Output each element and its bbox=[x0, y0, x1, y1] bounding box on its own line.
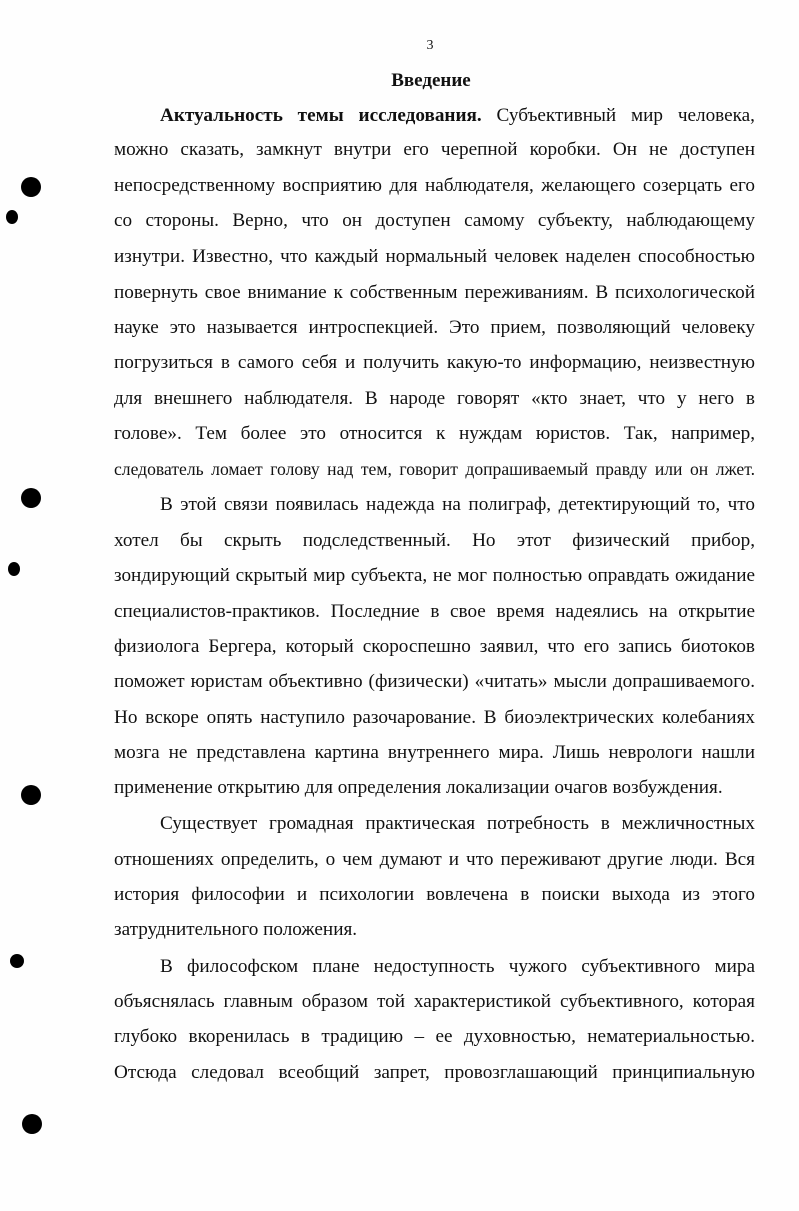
text-line: голове». Тем более это относится к нуждам юристов. Так, например, bbox=[114, 423, 755, 444]
text-line: Но вскоре опять наступило разочарование. В биоэлектрических колебаниях bbox=[114, 707, 755, 728]
section-heading: Введение bbox=[391, 70, 471, 91]
text-line: непосредственному восприятию для наблюдателя, желающего созерцать его bbox=[114, 175, 755, 196]
text-line: физиолога Бергера, который скороспешно заявил, что его запись биотоков bbox=[114, 636, 755, 657]
bold-lead: Актуальность темы исследования. bbox=[160, 105, 482, 126]
text-line: глубоко вкоренилась в традицию – ее духовностью, нематериальностью. bbox=[114, 1026, 755, 1047]
text-line: можно сказать, замкнут внутри его черепной коробки. Он не доступен bbox=[114, 139, 755, 160]
text-line: со стороны. Верно, что он доступен самому субъекту, наблюдающему bbox=[114, 210, 755, 231]
text-line: В философском плане недоступность чужого субъективного мира bbox=[160, 956, 755, 977]
page-number: 3 bbox=[426, 38, 434, 53]
binder-hole-mark bbox=[21, 177, 41, 197]
text-line: отношениях определить, о чем думают и что переживают другие люди. Вся bbox=[114, 849, 755, 870]
text-line: применение открытию для определения локализации очагов возбуждения. bbox=[114, 777, 723, 798]
text-line: мозга не представлена картина внутреннего мира. Лишь неврологи нашли bbox=[114, 742, 755, 763]
text-line: специалистов-практиков. Последние в свое время надеялись на открытие bbox=[114, 601, 755, 622]
text-line: хотел бы скрыть подследственный. Но этот физический прибор, bbox=[114, 530, 755, 551]
scan-mark bbox=[8, 562, 20, 576]
text-line: науке это называется интроспекцией. Это прием, позволяющий человеку bbox=[114, 317, 755, 338]
text-line: повернуть свое внимание к собственным переживаниям. В психологической bbox=[114, 282, 755, 303]
scan-mark bbox=[10, 954, 24, 968]
binder-hole-mark bbox=[21, 488, 41, 508]
text-line: для внешнего наблюдателя. В народе говорят «кто знает, что у него в bbox=[114, 388, 755, 409]
text-line: погрузиться в самого себя и получить какую-то информацию, неизвестную bbox=[114, 352, 755, 373]
text-line: В этой связи появилась надежда на полиграф, детектирующий то, что bbox=[160, 494, 755, 515]
binder-hole-mark bbox=[21, 785, 41, 805]
text-line: Существует громадная практическая потребность в межличностных bbox=[160, 813, 755, 834]
text-line: поможет юристам объективно (физически) «читать» мысли допрашиваемого. bbox=[114, 671, 755, 692]
text-line: изнутри. Известно, что каждый нормальный человек наделен способностью bbox=[114, 246, 755, 267]
text-line: Отсюда следовал всеобщий запрет, провозглашающий принципиальную bbox=[114, 1062, 755, 1083]
binder-hole-mark bbox=[22, 1114, 42, 1134]
text-line: зондирующий скрытый мир субъекта, не мог полностью оправдать ожидание bbox=[114, 565, 755, 586]
text-line: следователь ломает голову над тем, говорит допрашиваемый правду или он лжет. bbox=[114, 459, 755, 479]
text-line: объяснялась главным образом той характеристикой субъективного, которая bbox=[114, 991, 755, 1012]
text-line: Актуальность темы исследования. Субъективный мир человека, bbox=[160, 105, 755, 126]
scan-mark bbox=[6, 210, 18, 224]
text-line: затруднительного положения. bbox=[114, 919, 358, 940]
text-line: история философии и психологии вовлечена в поиски выхода из этого bbox=[114, 884, 755, 905]
